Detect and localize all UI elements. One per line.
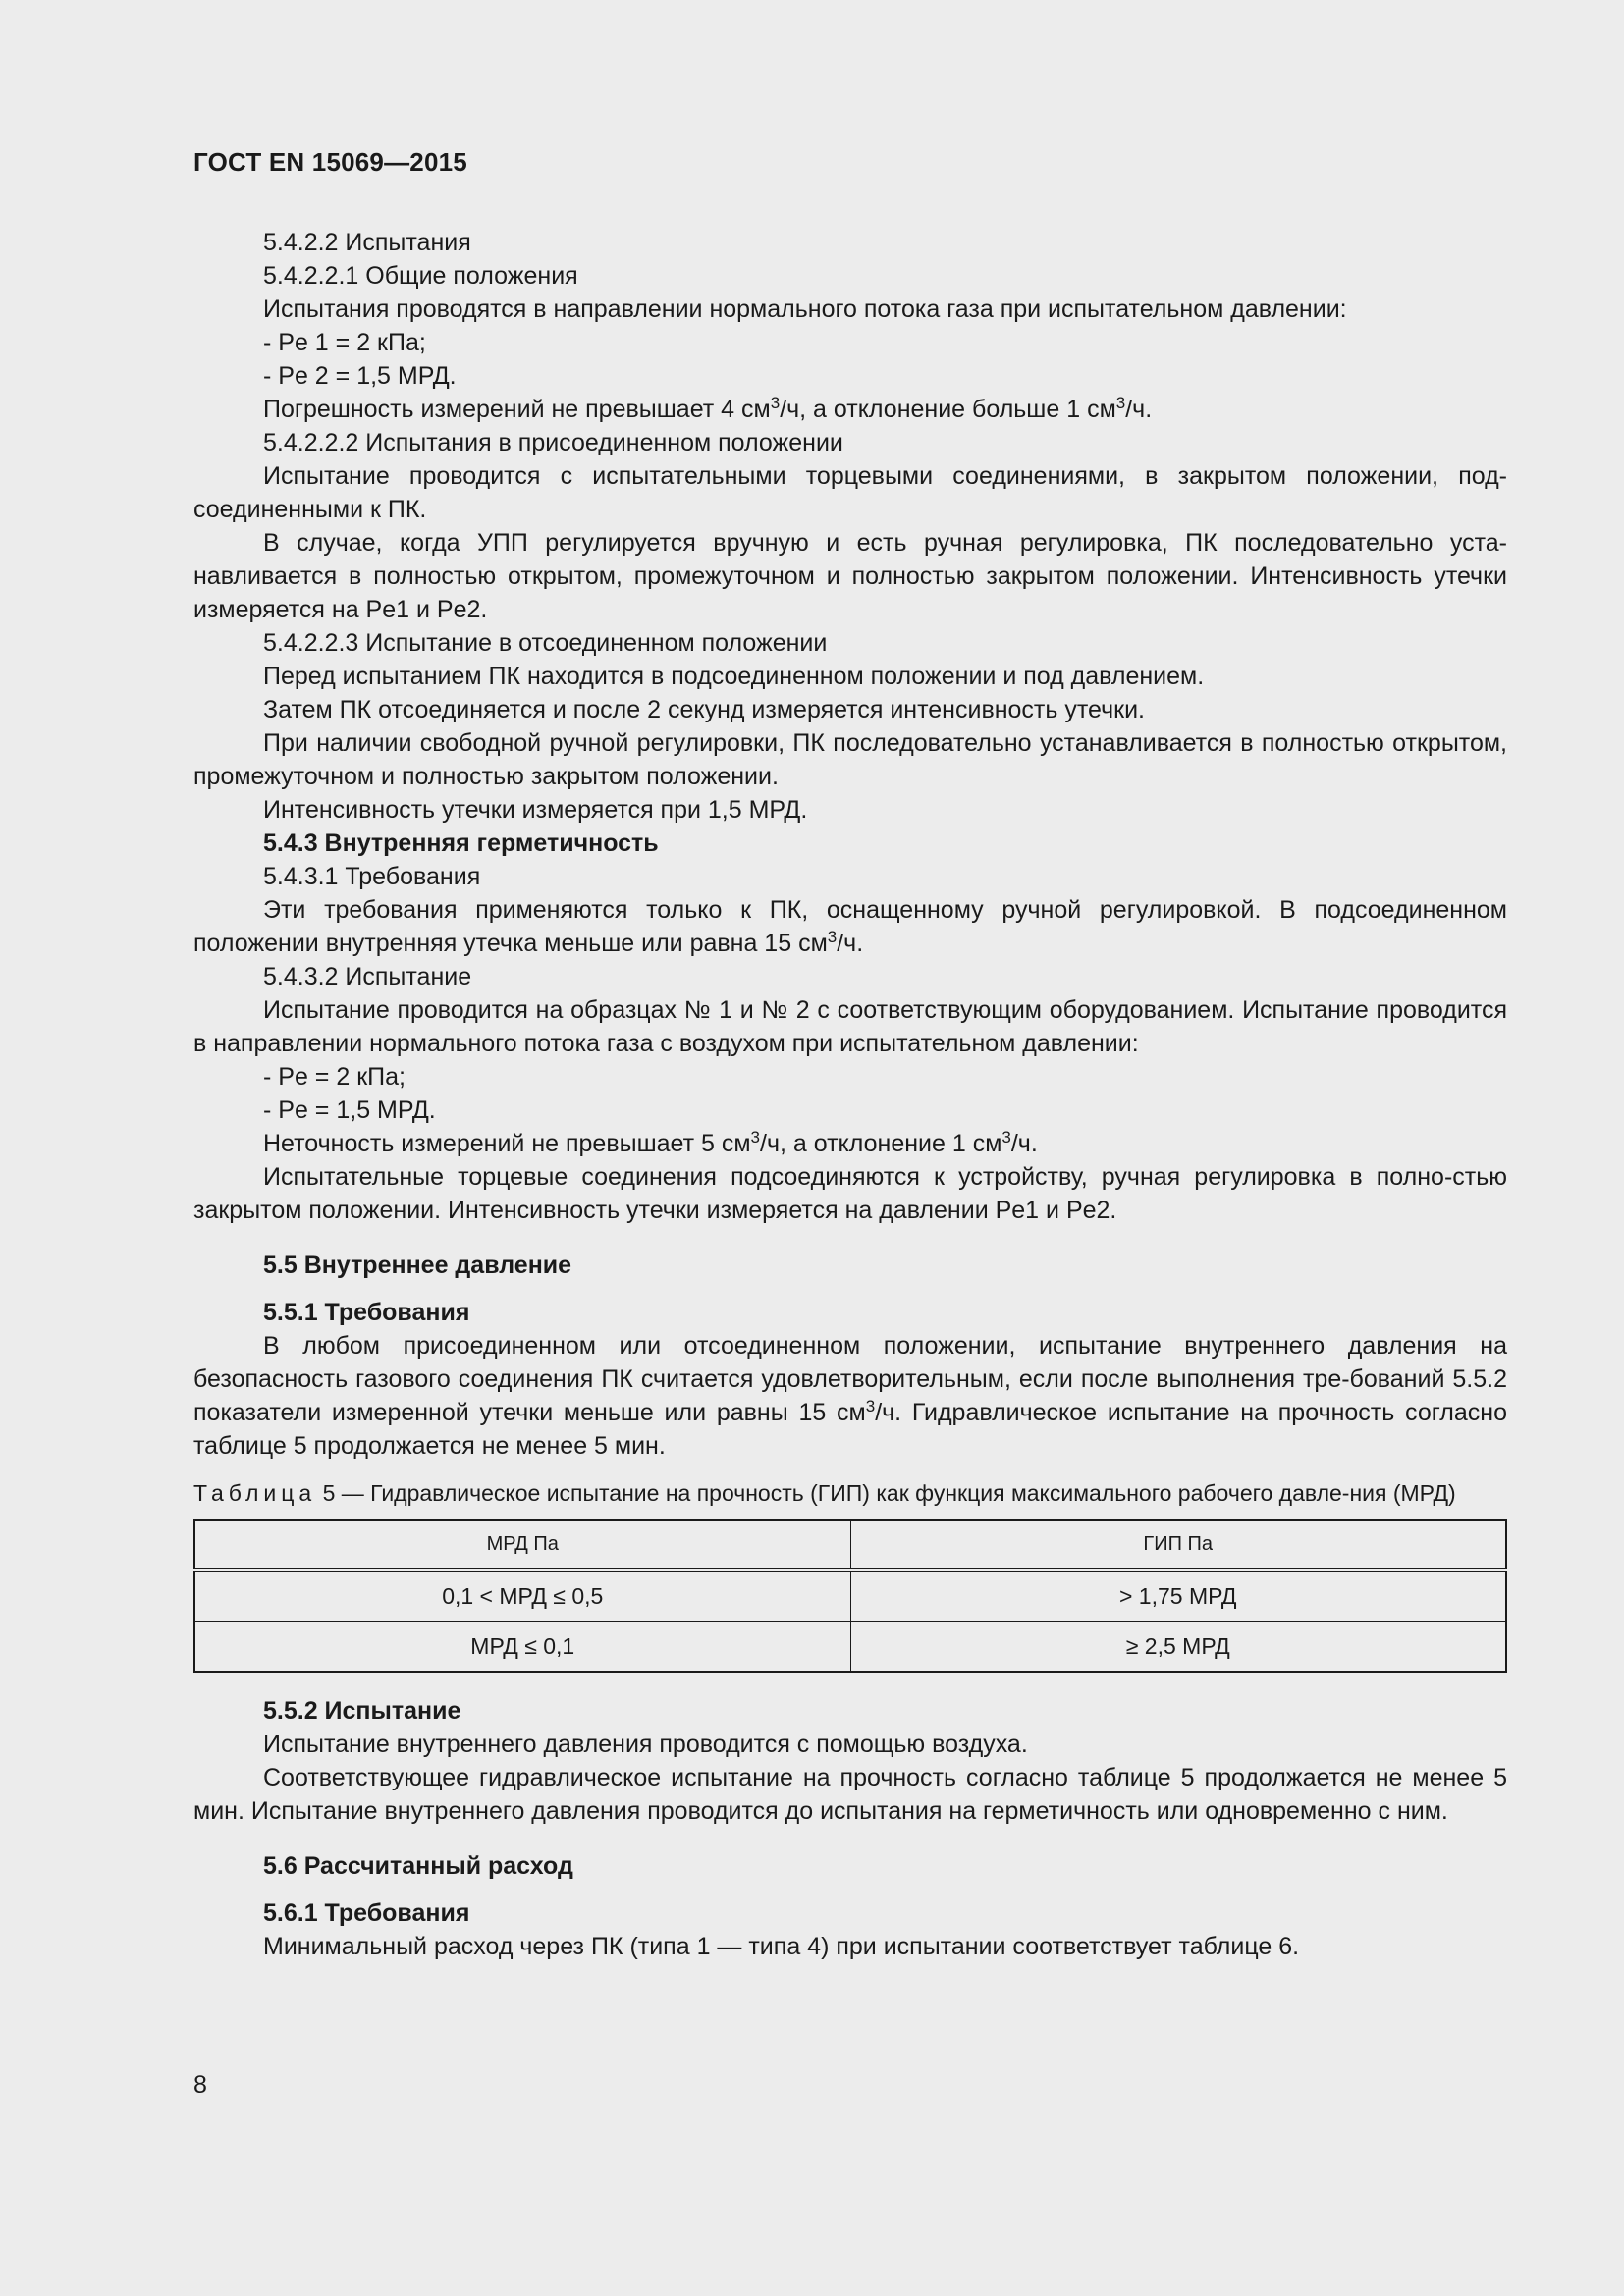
paragraph: При наличии свободной ручной регулировки, ПК последовательно устанавливается в полностью открытом, промежуточном и полностью закрытом положении.: [193, 729, 1507, 790]
paragraph-internal-requirement: Эти требования применяются только к ПК, оснащенному ручной регулировкой. В подсоединенном положении внутренняя утечка меньше или равна 15 $см^3/ч$.: [193, 896, 1507, 957]
section-heading: 5.5.2 Испытание: [263, 1697, 461, 1725]
paragraph: Испытания проводятся в направлении нормального потока газа при испытательном давлении:: [263, 295, 1347, 323]
paragraph: Минимальный расход через ПК (типа 1 — типа 4) при испытании соответствует таблице 6.: [263, 1933, 1300, 1960]
paragraph: В случае, когда УПП регулируется вручную и есть ручная регулировка, ПК последовательно уста-навливается в полностью открытом, промежуточном и полностью закрытом положении. Интенсивность утечки измеряется на Pe1 и Pe2.: [193, 529, 1507, 623]
paragraph: Соответствующее гидравлическое испытание на прочность согласно таблице 5 продолжается не менее 5 мин. Испытание внутреннего давления проводится до испытания на герметичность или одновременно с ним.: [193, 1764, 1507, 1825]
table-header-row: [194, 1520, 1506, 1570]
table-row: [194, 1570, 1506, 1622]
paragraph: Испытание проводится с испытательными торцевыми соединениями, в закрытом положении, под-соединенными к ПК.: [193, 462, 1507, 523]
table-cell: > 1,75 МРД: [850, 1570, 1506, 1622]
table-cell: МРД ≤ 0,1: [194, 1622, 850, 1673]
table-caption: Таблица 5 — Гидравлическое испытание на прочность (ГИП) как функция максимального рабочего давле-ния (МРД): [193, 1480, 1456, 1506]
paragraph-pressure-requirement: В любом присоединенном или отсоединенном положении, испытание внутреннего давления на безопасность газового соединения ПК считается удовлетворительным, если после выполнения тре-бований 5.5.2 показатели измеренной утечки меньше или равны 15 $см^3/ч$. Гидравлическое испытание на прочность согласно таблице 5 продолжается не менее 5 мин.: [193, 1332, 1507, 1460]
section-heading: 5.4.2.2 Испытания: [263, 229, 471, 256]
table-cell: 0,1 < МРД ≤ 0,5: [194, 1570, 850, 1622]
paragraph-measure-error: Погрешность измерений не превышает 4 $см^3/ч$, а отклонение больше 1 $см^3/ч$.: [263, 394, 1153, 423]
paragraph: Испытание внутреннего давления проводится с помощью воздуха.: [263, 1731, 1028, 1758]
document-header: ГОСТ EN 15069—2015: [193, 147, 467, 177]
subsection-heading: 5.4.2.2.3 Испытание в отсоединенном положении: [263, 629, 828, 657]
paragraph-inaccuracy: Неточность измерений не превышает 5 $см^3/ч$, а отклонение 1 $см^3/ч$.: [263, 1128, 1038, 1157]
table-cell: ≥ 2,5 МРД: [850, 1622, 1506, 1673]
section-heading: 5.5.1 Требования: [263, 1299, 470, 1326]
subsection-heading: 5.4.3.1 Требования: [263, 863, 481, 890]
page-number: 8: [193, 2071, 207, 2099]
paragraph: Затем ПК отсоединяется и после 2 секунд измеряется интенсивность утечки.: [263, 696, 1145, 723]
page-content: [193, 226, 1507, 1963]
paragraph: Испытание проводится на образцах № 1 и № 2 с соответствующим оборудованием. Испытание проводится в направлении нормального потока газа с воздухом при испытательном давлении:: [193, 996, 1507, 1057]
list-item: - Pe 2 = 1,5 МРД.: [263, 362, 457, 390]
list-item: - Pe = 1,5 МРД.: [263, 1096, 436, 1124]
section-heading: 5.5 Внутреннее давление: [263, 1252, 572, 1279]
section-heading: 5.4.3 Внутренняя герметичность: [263, 829, 659, 857]
paragraph: Испытательные торцевые соединения подсоединяются к устройству, ручная регулировка в полно-стью закрытом положении. Интенсивность утечки измеряется на давлении Pe1 и Pe2.: [193, 1163, 1507, 1224]
data-table: [193, 1519, 1507, 1673]
paragraph: Интенсивность утечки измеряется при 1,5 МРД.: [263, 796, 808, 824]
table-row: [194, 1622, 1506, 1673]
list-item: - Pe = 2 кПа;: [263, 1063, 406, 1091]
subsection-heading: 5.4.2.2.1 Общие положения: [263, 262, 578, 290]
table-header-cell: ГИП Па: [850, 1520, 1506, 1570]
subsection-heading: 5.4.2.2.2 Испытания в присоединенном положении: [263, 429, 843, 456]
table-header-cell: МРД Па: [194, 1520, 850, 1570]
section-heading: 5.6 Рассчитанный расход: [263, 1852, 573, 1880]
section-heading: 5.6.1 Требования: [263, 1899, 470, 1927]
subsection-heading: 5.4.3.2 Испытание: [263, 963, 472, 990]
list-item: - Pe 1 = 2 кПа;: [263, 329, 426, 356]
paragraph: Перед испытанием ПК находится в подсоединенном положении и под давлением.: [263, 663, 1205, 690]
